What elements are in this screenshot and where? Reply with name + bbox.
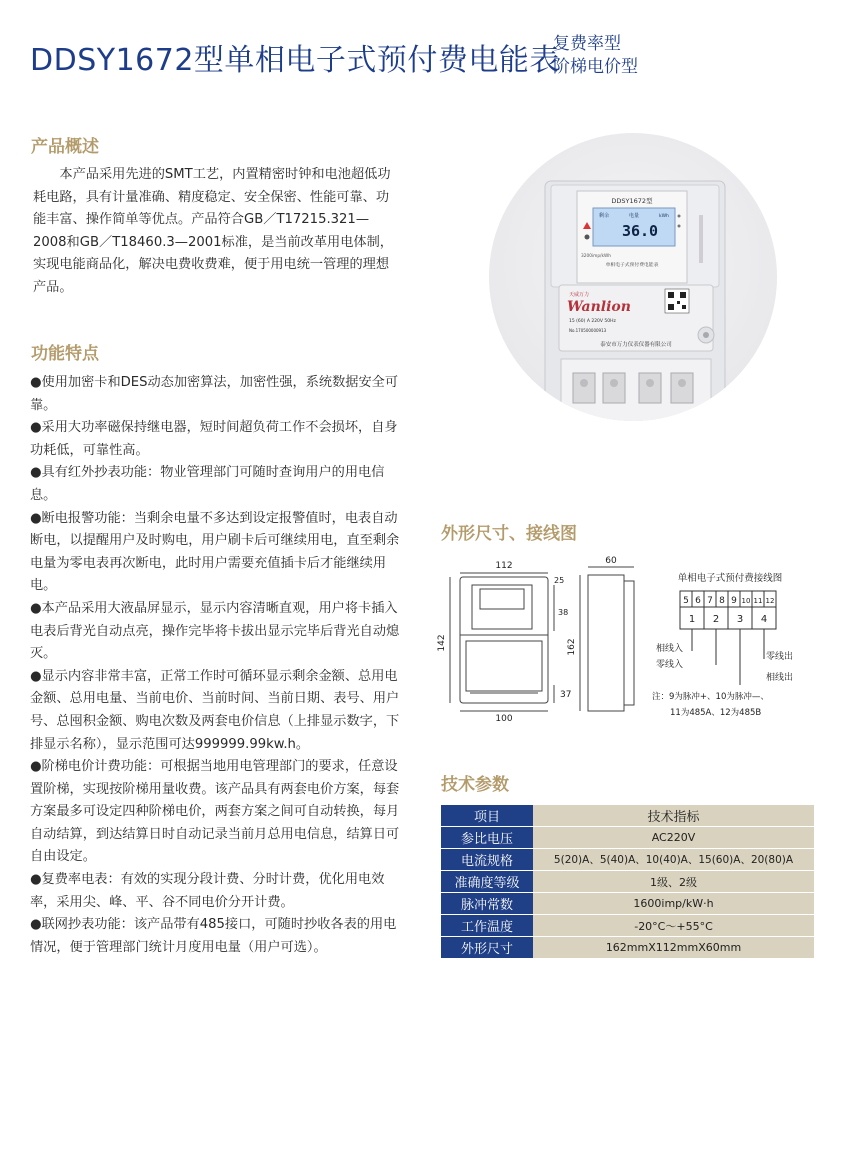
spec-table bbox=[441, 805, 814, 959]
spec-key: 外形尺寸 bbox=[441, 937, 533, 959]
features-list bbox=[30, 372, 402, 959]
dim-side-height: 162 bbox=[567, 638, 577, 656]
terminal-4: 4 bbox=[760, 614, 768, 625]
spec-value: 5(20)A、5(40)A、10(40)A、15(60)A、20(80)A bbox=[533, 849, 814, 871]
feature-item: ●断电报警功能：当剩余电量不多达到设定报警值时，电表自动断电，以提醒用户及时购电，用户刷卡后可继续用电，直至剩余电量为零电表再次断电，此时用户需要充值插卡后才能继续用电。 bbox=[30, 510, 400, 594]
rating-text: 15 (60) A 220V 50Hz bbox=[569, 319, 616, 324]
meter-constant: 3200imp/kWh bbox=[581, 254, 611, 259]
panel-name: 单相电子式预付费电能表 bbox=[605, 263, 659, 268]
table-row bbox=[441, 871, 814, 893]
dim-side-depth: 60 bbox=[605, 556, 617, 566]
label-phase-in: 相线入 bbox=[656, 644, 684, 654]
page-title: DDSY1672型单相电子式预付费电能表 bbox=[30, 43, 560, 78]
spec-value: 1级、2级 bbox=[533, 871, 814, 893]
feature-item: ●具有红外抄表功能：物业管理部门可随时查询用户的用电信息。 bbox=[30, 465, 385, 503]
terminal-6: 6 bbox=[695, 596, 701, 606]
terminal-7: 7 bbox=[707, 596, 713, 606]
serial-number: No.170500000913 bbox=[569, 328, 607, 333]
page-subtitle bbox=[553, 33, 638, 79]
specs-heading: 技术参数 bbox=[441, 775, 509, 795]
feature-item: ●联网抄表功能：该产品带有485接口，可随时抄收各表的用电情况，便于管理部门统计月度用电量（用户可选）。 bbox=[30, 917, 397, 955]
ir-port-icon bbox=[585, 235, 590, 240]
dim-mid-label: 38 bbox=[558, 608, 569, 617]
feature-item: ●使用加密卡和DES动态加密算法，加密性强，系统数据安全可靠。 bbox=[30, 375, 399, 413]
spec-value: -20°C～+55°C bbox=[533, 915, 814, 937]
lcd-label-mid: 电量 bbox=[629, 213, 640, 219]
feature-item: ●复费率电表：有效的实现分段计费、分时计费，优化用电效率，采用尖、峰、平、谷不同电价分开计费。 bbox=[30, 872, 385, 910]
dim-front-width-bottom: 100 bbox=[495, 714, 513, 724]
subtitle-line-1: 复费率型 bbox=[553, 34, 621, 54]
terminal-1: 1 bbox=[688, 614, 696, 625]
spec-key: 参比电压 bbox=[441, 827, 533, 849]
brand-cn: 天威万力 bbox=[569, 292, 590, 298]
overview-text: 本产品采用先进的SMT工艺，内置精密时钟和电池超低功耗电路，具有计量准确、精度稳定、安全保密、性能可靠、功能丰富、操作简单等优点。产品符合GB／T17215.321—2008和GB／T18460.3—2001标准，是当前改革用电体制，实现电能商品化，解决电费收费难，便于用电统一管理的理想产品。 bbox=[33, 167, 393, 295]
spec-value: 1600imp/kW·h bbox=[533, 893, 814, 915]
meter-illustration bbox=[489, 133, 777, 421]
feature-item: ●显示内容非常丰富，正常工作时可循环显示剩余金额、总用电金额、总用电量、当前电价、当前时间、当前日期、表号、用户号、总囤积金额、购电次数及两套电价信息（上排显示数字，下排显示名称），显示范围可达999999.99kw.h。 bbox=[30, 668, 400, 752]
feature-item: ●采用大功率磁保持继电器，短时间超负荷工作不会损坏，自身功耗低，可靠性高。 bbox=[30, 420, 398, 458]
header-value: 技术指标 bbox=[533, 805, 814, 827]
features-heading: 功能特点 bbox=[31, 344, 99, 364]
dim-side-offset: 25 bbox=[554, 576, 565, 585]
dimensions-heading: 外形尺寸、接线图 bbox=[441, 524, 577, 544]
terminal-11: 11 bbox=[753, 597, 763, 605]
subtitle-line-2: 阶梯电价型 bbox=[553, 57, 638, 77]
feature-item: ●本产品采用大液晶屏显示，显示内容清晰直观，用户将卡插入电表后背光自动点亮，操作完毕将卡拔出显示完毕后背光自动熄灭。 bbox=[30, 600, 400, 662]
dim-front-height: 142 bbox=[437, 634, 447, 652]
model-label: DDSY1672型 bbox=[611, 197, 653, 205]
wiring-note-2: 11为485A、12为485B bbox=[670, 708, 762, 718]
meter-photo bbox=[489, 133, 777, 421]
dimension-diagram bbox=[430, 555, 830, 725]
brand-logo: Wanlion bbox=[567, 299, 631, 315]
spec-key: 准确度等级 bbox=[441, 871, 533, 893]
table-row bbox=[441, 893, 814, 915]
terminal-2: 2 bbox=[712, 614, 720, 625]
spec-key: 工作温度 bbox=[441, 915, 533, 937]
company-name: 泰安市万力仪表仪器有限公司 bbox=[600, 342, 672, 348]
label-neutral-out: 零线出 bbox=[766, 652, 794, 662]
table-row bbox=[441, 937, 814, 959]
table-row bbox=[441, 915, 814, 937]
spec-value: AC220V bbox=[533, 827, 814, 849]
label-neutral-in: 零线入 bbox=[656, 660, 684, 670]
label-phase-out: 相线出 bbox=[766, 673, 794, 683]
wiring-note-1: 注：9为脉冲+、10为脉冲—、 bbox=[652, 692, 769, 702]
overview-heading: 产品概述 bbox=[31, 137, 99, 157]
table-row bbox=[441, 827, 814, 849]
terminal-10: 10 bbox=[741, 597, 751, 605]
table-header-row bbox=[441, 805, 814, 827]
terminal-5: 5 bbox=[683, 596, 689, 606]
lcd-label-left: 剩余 bbox=[599, 213, 610, 219]
terminal-8: 8 bbox=[719, 596, 725, 606]
feature-item: ●阶梯电价计费功能：可根据当地用电管理部门的要求，任意设置阶梯，实现按阶梯用量收费。该产品具有两套电价方案，每套方案最多可设定四种阶梯电价，两套方案之间可自动转换，每月自动结算，到达结算日时自动记录当前月总用电信息，结算日可自由设定。 bbox=[30, 759, 400, 865]
lcd-value: 36.0 bbox=[621, 222, 659, 240]
spec-key: 脉冲常数 bbox=[441, 893, 533, 915]
lcd-unit: kWh bbox=[659, 214, 669, 219]
spec-key: 电流规格 bbox=[441, 849, 533, 871]
dim-front-width-top: 112 bbox=[495, 561, 513, 571]
wiring-title: 单相电子式预付费接线图 bbox=[677, 573, 783, 584]
terminal-9: 9 bbox=[731, 596, 737, 606]
spec-value: 162mmX112mmX60mm bbox=[533, 937, 814, 959]
header-key: 项目 bbox=[441, 805, 533, 827]
side-view bbox=[580, 567, 634, 711]
table-row bbox=[441, 849, 814, 871]
terminal-3: 3 bbox=[736, 614, 744, 625]
terminal-12: 12 bbox=[765, 597, 775, 605]
dim-bottom-depth: 37 bbox=[560, 690, 572, 700]
front-view bbox=[450, 573, 554, 711]
